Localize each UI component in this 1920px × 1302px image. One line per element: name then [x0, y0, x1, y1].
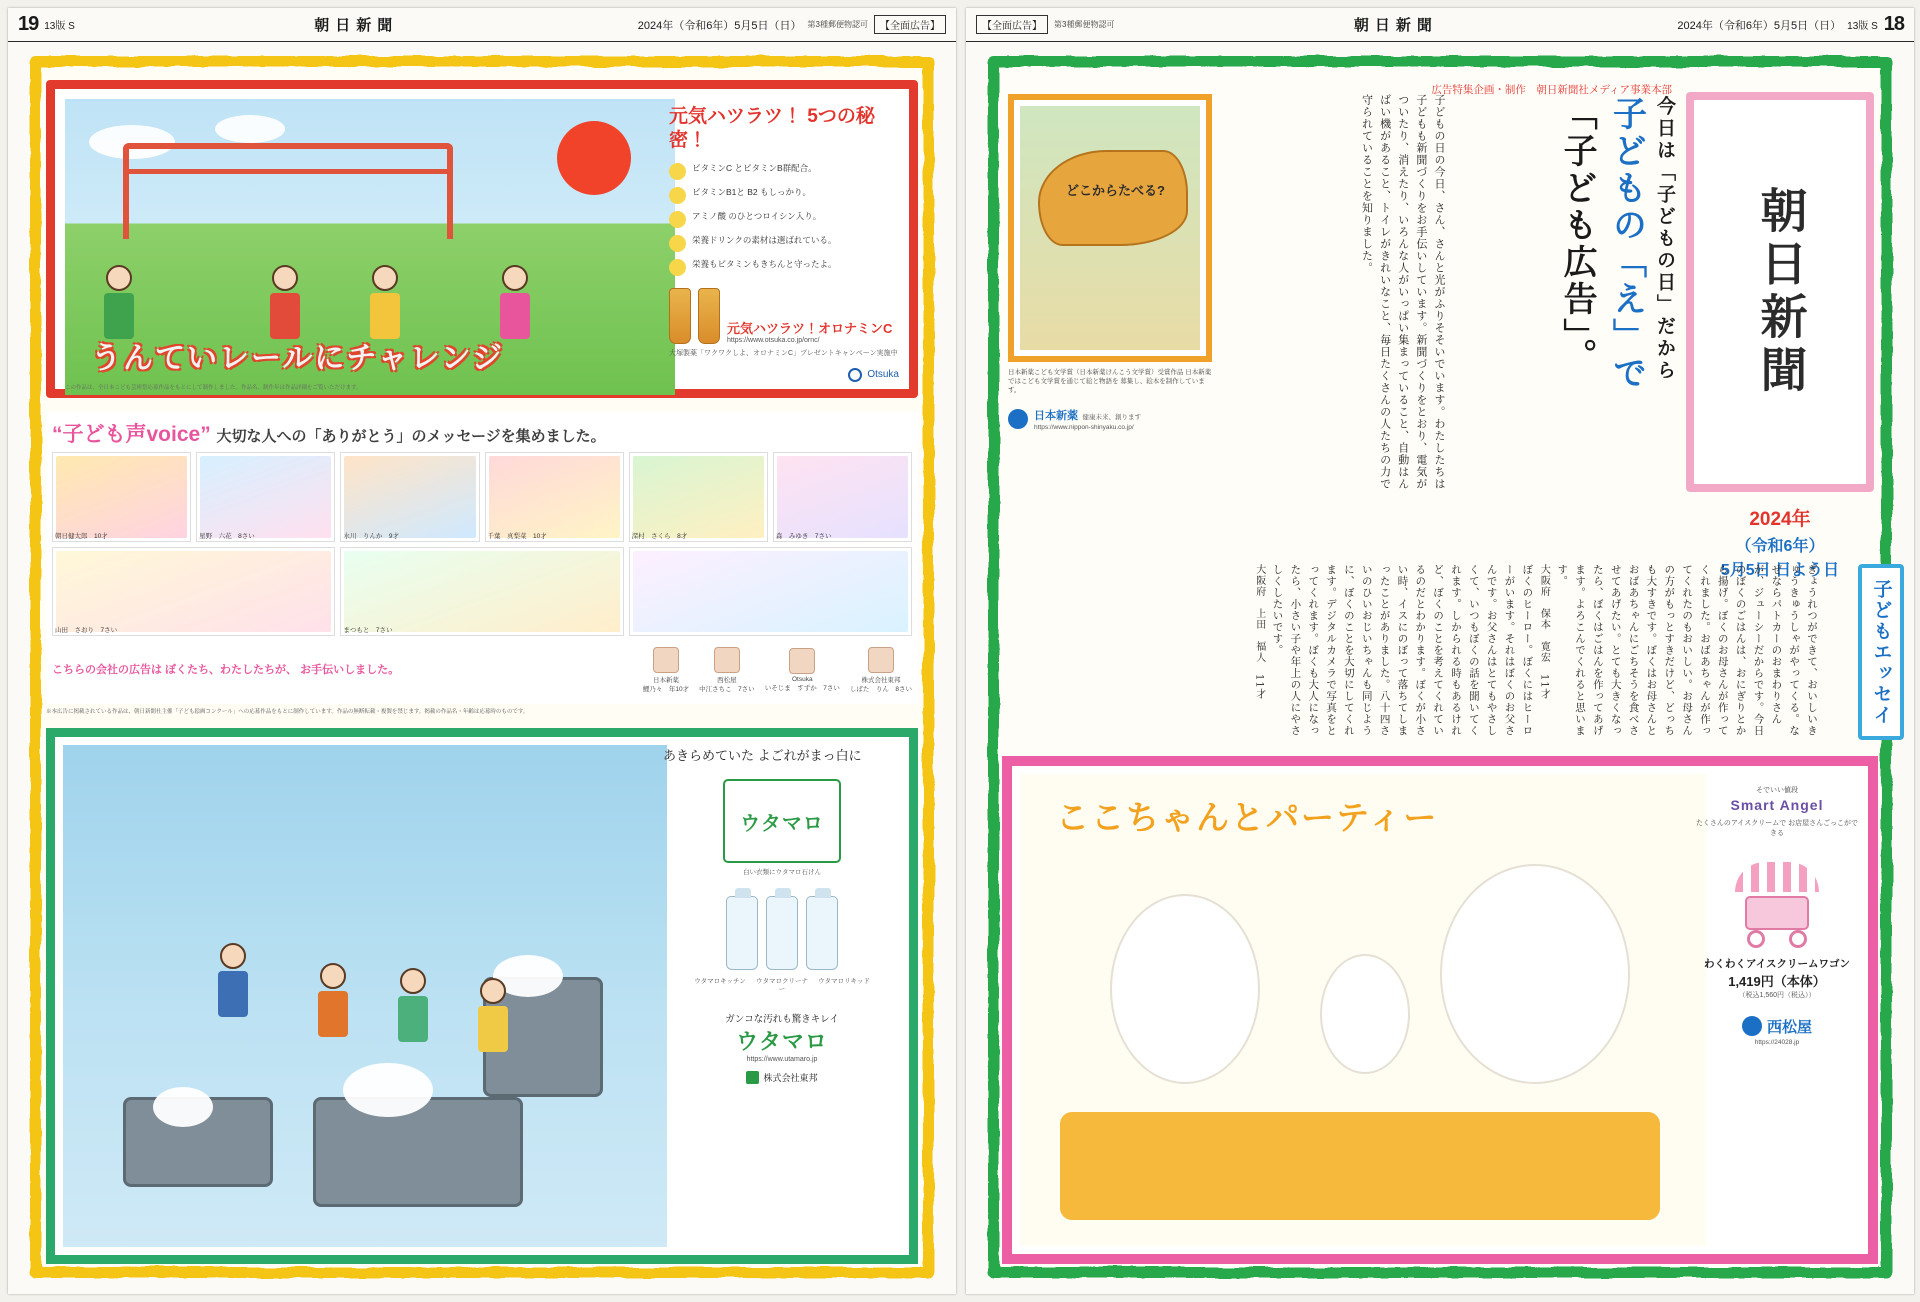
nishimatsuya-logo: [1694, 1016, 1860, 1037]
list-item[interactable]: [52, 452, 191, 542]
wagon-canopy: [1735, 862, 1819, 892]
child-portrait: [653, 647, 679, 673]
ad-point: [669, 235, 899, 252]
sponsor-chip[interactable]: [643, 647, 689, 693]
drink-bottle-icon: [669, 288, 691, 344]
date-day: 5月5日 日よう日: [1720, 561, 1840, 579]
party-table-shape: [1060, 1112, 1660, 1220]
book-ad-frame: [1008, 94, 1212, 362]
childrens-drawing: [56, 551, 331, 633]
left-top-brand-url[interactable]: https://www.otsuka.co.jp/ornc/: [727, 336, 820, 344]
left-ad-tag: 【全面広告】: [874, 15, 946, 34]
nippon-shinyaku-url[interactable]: https://www.nippon-shinyaku.co.jp/: [1034, 424, 1134, 431]
cloud-shape: [215, 115, 285, 143]
essay-column-1: [1002, 564, 1820, 740]
bottle-lineup: [663, 896, 901, 970]
feature-title-line-2: 子どもの「え」で: [1606, 96, 1647, 392]
left-top-artwork-title: うんていレールにチャレンジ: [91, 341, 504, 376]
soap-brand: ウタマロ: [740, 812, 824, 835]
right-paper-name: 朝日新聞: [1353, 16, 1438, 34]
sun-shape: [557, 121, 631, 195]
product-bottle: [726, 896, 758, 970]
essay-text: ぎょうれつができて、おいしいきゅうきゅうしゃがやってくる。なぜならパトカーのおまわりさんが、ジューシーだからです。今日のぼくのごはんは、おにぎりとから揚げ。ぼくのお母さんが作ってくれました。おばあちゃんが作ってくれたのもおいしい。お母さんの方がもっとすきだけど、どっちも大すきです。ぼくはお母さんとおばあちゃんにごちそうを食べさせてあげたい。とても大きくなったら、ぼくはごはんを作ってあげます。よろこんでくれると思います。: [1556, 564, 1818, 737]
intro-text: 子どもの日の今日、さん、さんと光がふりそそいでいます。わたしたちは子どもも新聞づくりをお手伝いしています。新聞づくりをとおり、電気がついたり、消えたり、いろんな人がいっぱい集まっていること、自動はんばい機があること、トイレがきれいなこと、毎日たくさんの人たちの力で守られていることを知りました。: [1360, 94, 1446, 490]
sponsor-child: しばた りん 8さい: [849, 686, 912, 693]
left-bottom-headline: あきらめていた よごれがまっ白に: [663, 748, 862, 763]
sponsor-name: 株式会社東邦: [861, 677, 901, 684]
smart-angel-brand: Smart Angel: [1730, 796, 1824, 813]
sponsor-chip[interactable]: [850, 647, 912, 693]
essay-text: ぼくのヒーロー。ぼくにはヒーローがいます。それはぼくのお父さんです。お父さんはとてもやさしくて、いつもぼくの話を聞いてくれます。しかられる時もあるけれど、ぼくのことを考えてくれているのだとわかります。ぼくが小さい時、イスにのぼって落ちてしまったことがありました。八十四さいのひいおじいちゃんも同じように、ぼくのことを大切にしてくれます。デジタルカメラで写真をとってくれます。ぼくも大人になったら、小さい子や年上の人にやさしくしたいです。: [1271, 564, 1534, 737]
left-bottom-ad: [46, 728, 918, 1264]
left-edition: 13版 S: [44, 21, 75, 32]
left-top-campaign-note: 大塚製薬「ワクワクしよ、オロナミンC」プレゼントキャンペーン実施中: [669, 349, 898, 357]
right-bottom-artwork: [1020, 774, 1706, 1246]
childrens-drawing: [200, 456, 331, 538]
voice-title-rest: 大切な人への「ありがとう」のメッセージを集めました。: [216, 428, 606, 445]
list-item[interactable]: [340, 452, 479, 542]
wagon-wheel: [1747, 930, 1765, 948]
list-item[interactable]: [485, 452, 624, 542]
right-page-number: 18: [1883, 13, 1904, 35]
ad-point: [669, 187, 899, 204]
list-item[interactable]: [196, 452, 335, 542]
toho-mark-icon: [746, 1071, 759, 1084]
entry-caption: 深村 さくら 8才: [631, 532, 688, 540]
bullet-icon: [669, 163, 686, 180]
toho-label: 株式会社東邦: [763, 1072, 818, 1083]
product-bottle: [766, 896, 798, 970]
left-top-caption: この作品は、全日本こども芸術祭応募作品をもとにして制作しました。作品名、制作年は作品詳細をご覧いただけます。: [65, 385, 362, 391]
soap-package: [723, 779, 841, 863]
left-top-ad: [46, 80, 918, 398]
nippon-shinyaku-logo: [1008, 406, 1218, 431]
list-item[interactable]: [629, 547, 912, 637]
left-bottom-artwork: [63, 745, 667, 1247]
sponsor-name: Otsuka: [791, 676, 813, 683]
soap-subtext: 白い衣類にウタマロ石けん: [743, 869, 821, 877]
ad-point: [669, 211, 899, 228]
entry-caption: 山田 さおり 7さい: [55, 627, 118, 634]
book-caption: 日本新薬こども文学賞（日本新薬けんこう文学賞）受賞作品 日本新薬ではこども文学賞を通じて絵と物語を 募集し、絵本を制作しています。: [1008, 369, 1212, 395]
right-header-block: [1002, 76, 1878, 636]
utamaro-url[interactable]: https://www.utamaro.jp: [746, 1055, 818, 1063]
entry-caption: まつもと 7さい: [343, 627, 393, 634]
ad-point-text: 栄養ドリンクの素材は選ばれている。: [692, 234, 837, 245]
product-bottle: [806, 896, 838, 970]
bullet-icon: [669, 187, 686, 204]
ad-point: [669, 259, 899, 276]
otsuka-label: Otsuka: [867, 369, 899, 380]
entry-caption: 千葉 真梨菜 10才: [487, 532, 547, 540]
bottle-caption: ウタマロキッチン: [694, 977, 746, 985]
sponsor-credit-row: [52, 640, 912, 700]
sponsor-child: いそじま すずか 7さい: [764, 685, 840, 692]
childrens-drawing: [344, 456, 475, 538]
voice-grid: [52, 452, 912, 636]
entry-caption: 朝日健太郎 10才: [55, 532, 108, 540]
voice-title: [46, 412, 918, 452]
right-ad-tag: 【全面広告】: [976, 15, 1048, 34]
childrens-drawing: [56, 456, 187, 538]
right-edition: 13版 S: [1847, 21, 1878, 32]
left-top-headline: 元気ハツラツ！ 5つの秘密！: [669, 106, 875, 151]
brand-small-text: そでいい値段: [1756, 787, 1798, 794]
left-masthead: [8, 8, 956, 42]
sponsor-chip[interactable]: [765, 648, 840, 692]
book-cover-artwork: [1020, 106, 1200, 350]
nishimatsuya-mark-icon: [1742, 1016, 1762, 1036]
childrens-drawing: [777, 456, 908, 538]
date-year: 2024年: [1749, 509, 1811, 530]
monkey-bars-shape: [123, 143, 453, 239]
ad-point: [669, 163, 899, 180]
childrens-drawing: [633, 551, 908, 633]
nippon-shinyaku-tag: 健康未来、創ります: [1082, 414, 1141, 421]
right-masthead: [966, 8, 1914, 42]
childrens-drawing: [633, 456, 764, 538]
left-page-number: 19: [18, 13, 39, 35]
left-top-ad-copy: [669, 101, 899, 393]
right-page: [966, 8, 1914, 1294]
right-bottom-ad: [1002, 756, 1878, 1264]
bottle-caption: ウタマロリキッド: [818, 977, 870, 985]
production-credit: 広告特集企画・制作 朝日新聞社メディア事業本部: [1431, 84, 1672, 96]
childrens-drawing: [344, 551, 619, 633]
right-bottom-artwork-title: ここちゃんとパーティー: [1056, 798, 1439, 837]
sponsor-name: 西松屋: [717, 677, 737, 684]
right-postal-note: 第3種郵便物認可: [1054, 20, 1115, 29]
list-item[interactable]: [773, 452, 912, 542]
entry-caption: 星野 六花 8さい: [199, 532, 255, 540]
nishimatsuya-url[interactable]: https://24028.jp: [1754, 1038, 1800, 1046]
bullet-icon: [669, 259, 686, 276]
utamaro-tagline: ガンコな汚れも驚きキレイ: [725, 1013, 839, 1025]
ad-point-text: ビタミンC とビタミンB群配合。: [692, 162, 817, 173]
otsuka-mark-icon: [848, 368, 862, 382]
otsuka-logo: [669, 368, 899, 382]
oronamin-lockup: [669, 288, 899, 344]
feature-title: [1528, 96, 1678, 516]
left-page: [8, 8, 956, 1294]
ad-point-text: 栄養もビタミンもきちんと守ったよ。: [692, 258, 837, 269]
right-bottom-ad-copy: [1694, 780, 1860, 1246]
essay-author: 大阪府 保本 寛宏 11才: [1538, 564, 1550, 700]
ice-cream-wagon-illustration: [1731, 862, 1823, 948]
nippon-shinyaku-mark-icon: [1008, 409, 1028, 429]
sponsor-chip[interactable]: [699, 647, 755, 693]
sponsor-child: 中江さちこ 7さい: [699, 686, 755, 693]
ad-point-text: アミノ酸 のひとつロイシン入り。: [692, 210, 822, 221]
bunny-shape: [1320, 954, 1410, 1074]
left-date: 2024年（令和6年）5月5日（日）: [637, 19, 802, 32]
left-paper-name: 朝日新聞: [314, 16, 399, 34]
sponsor-credit-message: こちらの会社の広告は ぼくたち、わたしたちが、 お手伝いしました。: [52, 663, 400, 676]
bunny-shape: [1110, 894, 1260, 1084]
right-date: 2024年（令和6年）5月5日（日）: [1677, 19, 1842, 32]
sponsor-name: 日本新薬: [652, 677, 679, 684]
date-era: （令和6年）: [1735, 537, 1825, 555]
sponsor-child: 鯉乃々 年10才: [642, 686, 690, 693]
left-top-artwork: [65, 99, 675, 395]
drink-bottle-icon: [698, 288, 720, 344]
feature-title-line-3: 「子ども広告」。: [1557, 96, 1598, 375]
list-item[interactable]: [629, 452, 768, 542]
list-item[interactable]: [52, 547, 335, 637]
product-description: たくさんのアイスクリームで お店屋さんごっこができる: [1695, 819, 1859, 837]
entry-caption: 森 みゆき 7さい: [775, 532, 832, 540]
asahi-logo-box: [1686, 92, 1874, 492]
nippon-shinyaku-name: 日本新薬: [1034, 410, 1078, 422]
child-portrait: [789, 648, 815, 674]
product-name: わくわくアイスクリームワゴン: [1704, 957, 1850, 970]
asahi-logo-text: 朝日新聞: [1752, 186, 1808, 398]
left-voice-section: [46, 412, 918, 704]
wagon-cart: [1745, 896, 1809, 930]
toho-logo: [663, 1071, 901, 1084]
sponsor-logos: [407, 647, 912, 693]
list-item[interactable]: [340, 547, 623, 637]
utamaro-brand: ウタマロ: [736, 1028, 828, 1054]
nishimatsuya-name: 西松屋: [1766, 1018, 1812, 1036]
left-bottom-ad-copy: [663, 747, 901, 1247]
bullet-icon: [669, 235, 686, 252]
childrens-drawing: [489, 456, 620, 538]
left-fine-print: ※本広告に掲載されている作品は、朝日新聞社主催「子ども絵画コンクール」への応募作品をもとに制作しています。作品の無断転載・複製を禁じます。掲載の作品名・年齢は応募時のものです。: [46, 709, 529, 715]
entry-caption: 水川 りんか 9才: [343, 532, 399, 540]
feature-title-line-1: 今日は「子どもの日」だから: [1654, 96, 1676, 382]
ad-point-text: ビタミンB1と B2 もしっかり。: [692, 186, 812, 197]
bullet-icon: [669, 211, 686, 228]
utamaro-lockup: [663, 1011, 901, 1063]
bunny-shape: [1440, 864, 1630, 1084]
essay-section-label: 子どもエッセイ: [1858, 564, 1904, 740]
product-price: 1,419円（本体）: [1728, 973, 1826, 989]
child-portrait: [714, 647, 740, 673]
bottle-caption: ウタマロクリーナー: [756, 977, 808, 994]
book-title: どこからたべる?: [1066, 183, 1165, 198]
product-price-tax: （税込1,560円（税込））: [1738, 991, 1816, 999]
voice-title-quote: “子ども声voice”: [52, 423, 211, 446]
essay-author: 大阪府 上田 福人 11才: [1253, 564, 1265, 700]
left-postal-note: 第3種郵便物認可: [807, 20, 868, 29]
left-top-brand: 元気ハツラツ！オロナミンC: [727, 320, 893, 336]
child-portrait: [868, 647, 894, 673]
wagon-wheel: [1789, 930, 1807, 948]
